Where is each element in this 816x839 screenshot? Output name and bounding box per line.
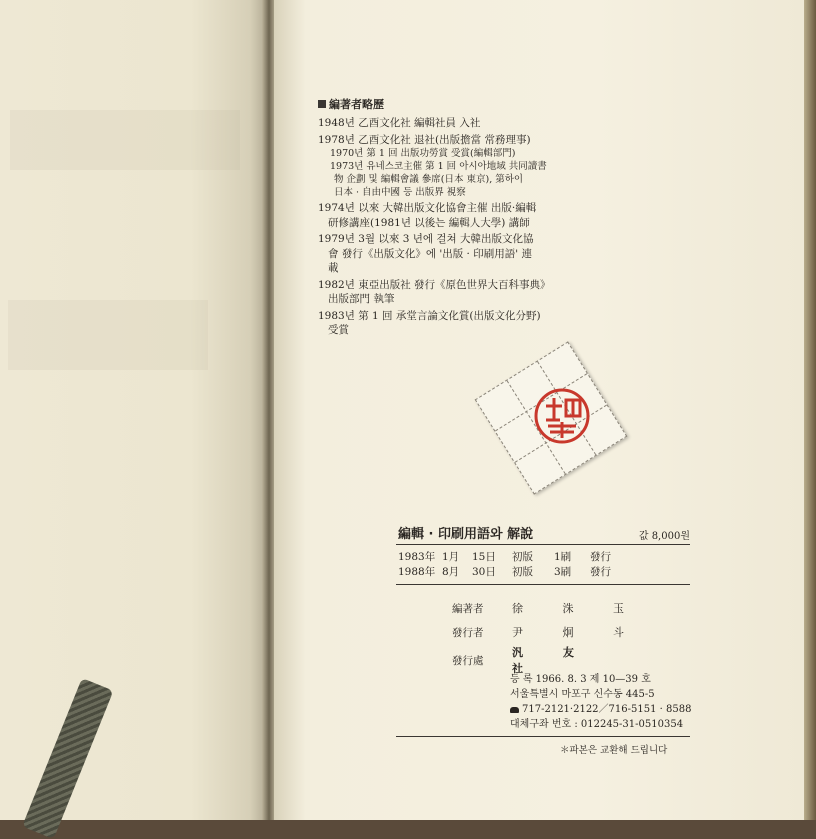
bleed-through-block [8,300,208,370]
history-month: 8月 [442,566,460,578]
biography-heading-text: 編著者略歷 [329,98,384,111]
colophon-title-row [398,524,690,542]
registration-number: 등 록 1966. 8. 3 제 10—39 호 [510,674,651,685]
people-label: 發行者 [452,626,484,639]
footer-rule [396,736,690,737]
biography-line: 載 [328,262,339,274]
biography-lines [318,116,568,338]
history-day: 30日 [472,566,496,578]
telephone-icon [510,707,519,713]
title-rule [396,544,690,545]
people-value: 徐 洙 玉 [512,602,642,615]
biography-line: 1974년 以來 大韓出版文化協會主催 出版·編輯 [318,202,537,214]
history-print: 1刷 [554,551,572,563]
page-edge [804,0,816,820]
people-row [452,644,642,675]
biography-heading [318,96,568,112]
biography-line: 物 企劃 및 編輯會議 參席(日本 東京), 第하이 [334,174,524,185]
biography-line: 出版部門 執筆 [328,293,395,305]
history-edition: 初版 [512,566,533,578]
biography-line: 1948년 乙酉文化社 編輯社員 入社 [318,117,481,129]
publisher-address: 서울특별시 마포구 신수동 445-5 [510,689,655,700]
history-action: 發行 [590,551,611,563]
history-row [398,565,620,580]
biography-line: 會 發行《出版文化》에 '出版 · 印刷用語' 連 [328,247,532,260]
left-page [0,0,272,820]
history-day: 15日 [472,551,496,563]
replacement-notice: ＊파본은 교환해 드립니다 [560,745,668,756]
history-row [398,550,620,565]
registration-info [510,672,691,732]
history-edition: 初版 [512,551,533,563]
people-value: 尹 炯 斗 [512,626,642,639]
history-print: 3刷 [554,566,572,578]
biography-line: 1979년 3월 以來 3 년에 걸쳐 大韓出版文化協 [318,233,534,245]
author-biography [318,96,568,338]
history-rule [396,584,690,585]
biography-line: 日本 · 自由中國 등 出版界 視察 [334,187,466,198]
people-row [452,596,642,620]
publication-people [452,596,642,675]
biography-line: 研修講座(1981년 以後는 編輯人大學) 講師 [328,216,530,229]
publication-history [398,550,620,580]
book-title: 編輯 · 印刷用語와 解說 [398,527,534,542]
biography-line: 1983년 第 1 回 承堂言論文化賞(出版文化分野) [318,309,541,322]
people-label: 編著者 [452,602,484,615]
biography-line: 1973년 유네스코主催 第 1 回 아시아地域 共同讀書 [330,161,547,172]
people-row [452,620,642,644]
people-value: 汎 友 社 [512,646,592,675]
phone-numbers: 717-2121·2122／716-5151 · 8588 [522,704,692,715]
history-month: 1月 [442,551,460,563]
publisher-seal-stamp [532,386,592,446]
biography-line: 受賞 [328,324,349,336]
history-year: 1983年 [398,551,436,563]
bleed-through-block [10,110,240,170]
biography-line: 1978년 乙酉文化社 退社(出版擔當 常務理事) [318,133,531,146]
phone-line [510,702,691,717]
account-number: 대체구좌 번호 : 012245-31-0510354 [510,719,684,730]
biography-line: 1982년 東亞出版社 發行《原色世界大百科事典》 [318,278,551,291]
history-action: 發行 [590,566,611,578]
history-year: 1988年 [398,566,436,578]
book-price: 값 8,000원 [638,531,690,542]
people-label: 發行處 [452,654,484,667]
biography-line: 1970년 第 1 回 出版功勞賞 受賞(編輯部門) [330,148,516,159]
square-bullet-icon [318,100,326,108]
